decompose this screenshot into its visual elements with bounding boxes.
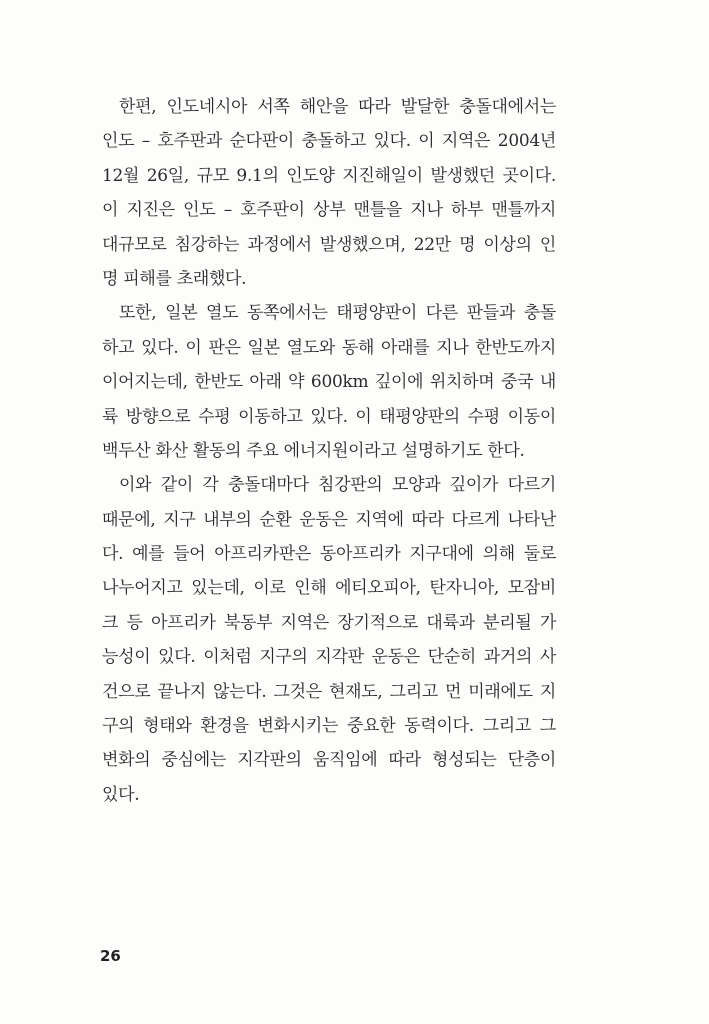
paragraph [102, 93, 556, 299]
text-line: 변화의 중심에는 지각판의 움직임에 따라 형성되는 단층이 [102, 750, 556, 771]
text-line: 대규모로 침강하는 과정에서 발생했으며, 22만 명 이상의 인 [102, 234, 556, 255]
text-line: 때문에, 지구 내부의 순환 운동은 지역에 따라 다르게 나타난 [102, 509, 556, 530]
text-line: 한편, 인도네시아 서쪽 해안을 따라 발달한 충돌대에서는 [119, 97, 556, 117]
text-line: 륙 방향으로 수평 이동하고 있다. 이 태평양판의 수평 이동이 [102, 406, 556, 427]
text-line: 구의 형태와 환경을 변화시키는 중요한 동력이다. 그리고 그 [102, 716, 556, 737]
text-line: 크 등 아프리카 북동부 지역은 장기적으로 대륙과 분리될 가 [102, 612, 556, 633]
text-line: 있다. [102, 784, 140, 805]
paragraph [102, 471, 556, 815]
text-line: 다. 예를 들어 아프리카판은 동아프리카 지구대에 의해 둘로 [102, 544, 556, 565]
text-line: 이와 같이 각 충돌대마다 침강판의 모양과 깊이가 다르기 [119, 475, 556, 496]
text-line: 12월 26일, 규모 9.1의 인도양 지진해일이 발생했던 곳이다. [102, 165, 556, 186]
text-line: 명 피해를 초래했다. [102, 268, 247, 289]
text-line: 하고 있다. 이 판은 일본 열도와 동해 아래를 지나 한반도까지 [102, 337, 556, 358]
text-line: 나누어지고 있는데, 이로 인해 에티오피아, 탄자니아, 모잠비 [102, 578, 556, 599]
text-line: 또한, 일본 열도 동쪽에서는 태평양판이 다른 판들과 충돌 [119, 303, 556, 324]
text-line: 이어지는데, 한반도 아래 약 600km 깊이에 위치하며 중국 내 [102, 372, 556, 393]
paragraph [102, 299, 556, 471]
page-number: 26 [100, 947, 121, 965]
text-line: 건으로 끝나지 않는다. 그것은 현재도, 그리고 먼 미래에도 지 [102, 681, 556, 702]
text-line: 인도 – 호주판과 순다판이 충돌하고 있다. 이 지역은 2004년 [102, 131, 556, 152]
text-line: 능성이 있다. 이처럼 지구의 지각판 운동은 단순히 과거의 사 [102, 647, 556, 668]
text-line: 백두산 화산 활동의 주요 에너지원이라고 설명하기도 한다. [102, 440, 525, 461]
body-text [102, 93, 556, 815]
text-line: 이 지진은 인도 – 호주판이 상부 맨틀을 지나 하부 맨틀까지 [102, 200, 556, 221]
